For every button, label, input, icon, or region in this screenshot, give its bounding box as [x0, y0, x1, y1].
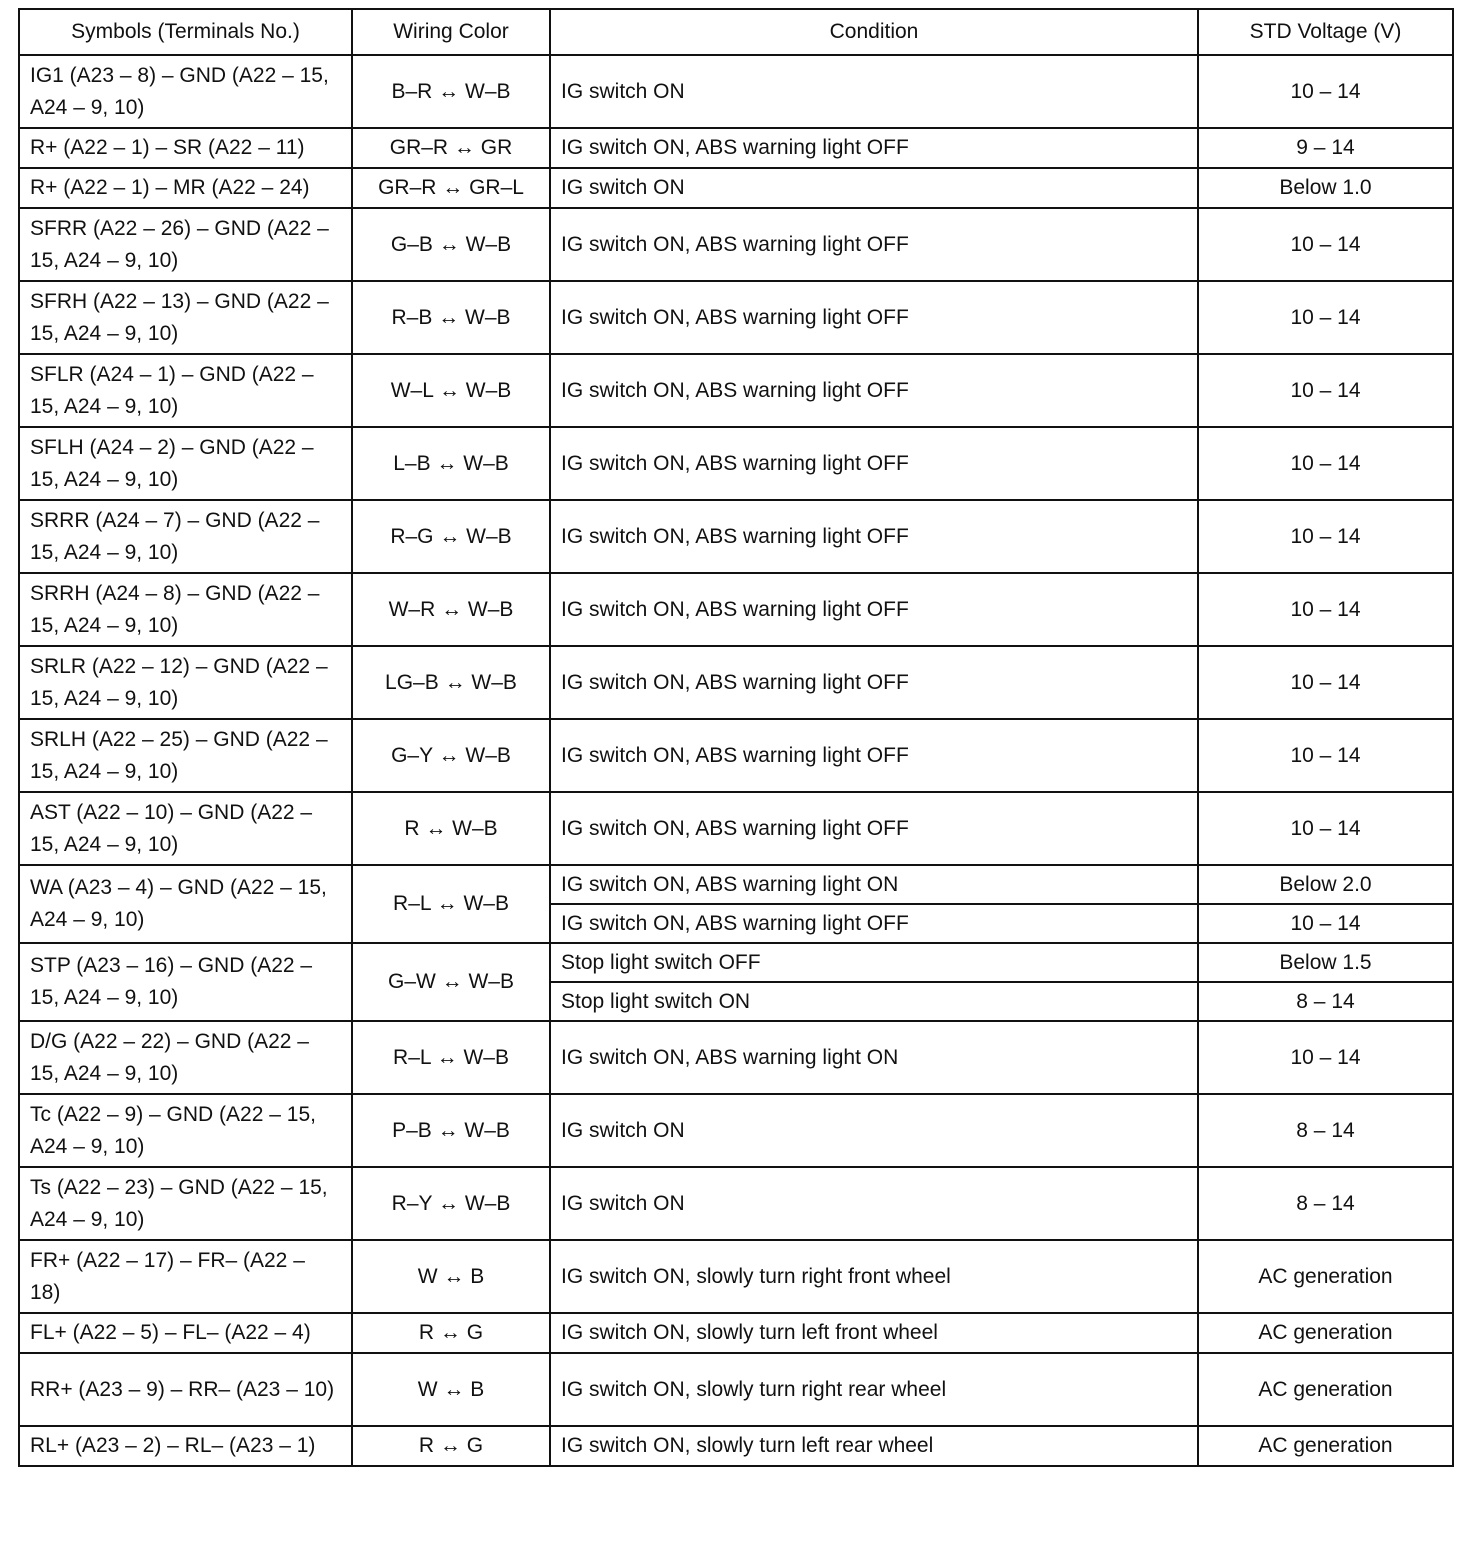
- condition-cell: IG switch ON, ABS warning light OFF: [550, 128, 1198, 168]
- condition-cell: IG switch ON, ABS warning light OFF: [550, 792, 1198, 865]
- condition-cell: IG switch ON, ABS warning light ON: [550, 865, 1198, 904]
- table-row: [19, 719, 1453, 792]
- voltage-cell: AC generation: [1198, 1240, 1453, 1313]
- wiring-color-cell: R–G ↔ W–B: [352, 500, 550, 573]
- symbol-cell: SFRH (A22 – 13) – GND (A22 – 15, A24 – 9, 10): [19, 281, 352, 354]
- table-row: [19, 168, 1453, 208]
- table-row: [19, 1167, 1453, 1240]
- wiring-color-cell: W ↔ B: [352, 1353, 550, 1426]
- wiring-color-cell: W ↔ B: [352, 1240, 550, 1313]
- condition-cell: IG switch ON, ABS warning light OFF: [550, 354, 1198, 427]
- symbol-cell: SRRH (A24 – 8) – GND (A22 – 15, A24 – 9, 10): [19, 573, 352, 646]
- wiring-color-cell: R ↔ G: [352, 1313, 550, 1353]
- table-row: [19, 1240, 1453, 1313]
- table-body: [19, 55, 1453, 1466]
- table-row: [19, 281, 1453, 354]
- symbol-cell: IG1 (A23 – 8) – GND (A22 – 15, A24 – 9, 10): [19, 55, 352, 128]
- table-row: [19, 646, 1453, 719]
- voltage-cell: AC generation: [1198, 1353, 1453, 1426]
- wiring-color-cell: R–Y ↔ W–B: [352, 1167, 550, 1240]
- condition-cell: IG switch ON, ABS warning light OFF: [550, 427, 1198, 500]
- symbol-cell: SFRR (A22 – 26) – GND (A22 – 15, A24 – 9, 10): [19, 208, 352, 281]
- table-row: [19, 865, 1453, 904]
- table-row: [19, 1021, 1453, 1094]
- wiring-color-cell: G–B ↔ W–B: [352, 208, 550, 281]
- voltage-cell: Below 1.5: [1198, 943, 1453, 982]
- voltage-cell: 10 – 14: [1198, 904, 1453, 943]
- table-row: [19, 1426, 1453, 1466]
- header-std-voltage: STD Voltage (V): [1198, 9, 1453, 55]
- wiring-color-cell: G–Y ↔ W–B: [352, 719, 550, 792]
- condition-cell: IG switch ON: [550, 168, 1198, 208]
- condition-cell: Stop light switch OFF: [550, 943, 1198, 982]
- table-row: [19, 1313, 1453, 1353]
- condition-cell: IG switch ON: [550, 1094, 1198, 1167]
- symbol-cell: FR+ (A22 – 17) – FR– (A22 – 18): [19, 1240, 352, 1313]
- symbol-cell: Tc (A22 – 9) – GND (A22 – 15, A24 – 9, 10): [19, 1094, 352, 1167]
- symbol-cell: WA (A23 – 4) – GND (A22 – 15, A24 – 9, 10): [19, 865, 352, 943]
- wiring-color-cell: R–L ↔ W–B: [352, 865, 550, 943]
- condition-cell: IG switch ON, ABS warning light OFF: [550, 208, 1198, 281]
- condition-cell: IG switch ON, slowly turn right rear wheel: [550, 1353, 1198, 1426]
- table-row: [19, 500, 1453, 573]
- condition-cell: IG switch ON: [550, 1167, 1198, 1240]
- symbol-cell: SRRR (A24 – 7) – GND (A22 – 15, A24 – 9, 10): [19, 500, 352, 573]
- symbol-cell: STP (A23 – 16) – GND (A22 – 15, A24 – 9, 10): [19, 943, 352, 1021]
- condition-cell: IG switch ON, ABS warning light OFF: [550, 646, 1198, 719]
- table-row: [19, 1353, 1453, 1426]
- condition-cell: IG switch ON, ABS warning light OFF: [550, 500, 1198, 573]
- table-row: [19, 943, 1453, 982]
- header-condition: Condition: [550, 9, 1198, 55]
- wiring-color-cell: P–B ↔ W–B: [352, 1094, 550, 1167]
- wiring-color-cell: R–B ↔ W–B: [352, 281, 550, 354]
- condition-cell: IG switch ON, slowly turn right front wheel: [550, 1240, 1198, 1313]
- condition-cell: Stop light switch ON: [550, 982, 1198, 1021]
- symbol-cell: FL+ (A22 – 5) – FL– (A22 – 4): [19, 1313, 352, 1353]
- table-row: [19, 427, 1453, 500]
- voltage-cell: 10 – 14: [1198, 55, 1453, 128]
- condition-cell: IG switch ON, ABS warning light OFF: [550, 573, 1198, 646]
- condition-cell: IG switch ON, ABS warning light OFF: [550, 281, 1198, 354]
- symbol-cell: R+ (A22 – 1) – SR (A22 – 11): [19, 128, 352, 168]
- table-row: [19, 354, 1453, 427]
- symbol-cell: RR+ (A23 – 9) – RR– (A23 – 10): [19, 1353, 352, 1426]
- voltage-cell: Below 1.0: [1198, 168, 1453, 208]
- voltage-cell: 10 – 14: [1198, 208, 1453, 281]
- voltage-cell: 8 – 14: [1198, 982, 1453, 1021]
- voltage-cell: 10 – 14: [1198, 646, 1453, 719]
- wiring-color-cell: R–L ↔ W–B: [352, 1021, 550, 1094]
- wiring-color-cell: R ↔ G: [352, 1426, 550, 1466]
- table-row: [19, 1094, 1453, 1167]
- condition-cell: IG switch ON, slowly turn left rear wheel: [550, 1426, 1198, 1466]
- wiring-color-cell: GR–R ↔ GR–L: [352, 168, 550, 208]
- wiring-color-cell: GR–R ↔ GR: [352, 128, 550, 168]
- table-row: [19, 573, 1453, 646]
- condition-cell: IG switch ON: [550, 55, 1198, 128]
- symbol-cell: SFLR (A24 – 1) – GND (A22 – 15, A24 – 9, 10): [19, 354, 352, 427]
- symbol-cell: R+ (A22 – 1) – MR (A22 – 24): [19, 168, 352, 208]
- wiring-color-cell: B–R ↔ W–B: [352, 55, 550, 128]
- condition-cell: IG switch ON, slowly turn left front wheel: [550, 1313, 1198, 1353]
- header-row: [19, 9, 1453, 55]
- header-wiring-color: Wiring Color: [352, 9, 550, 55]
- wiring-color-cell: R ↔ W–B: [352, 792, 550, 865]
- voltage-cell: 10 – 14: [1198, 719, 1453, 792]
- terminal-voltage-sheet: [18, 8, 1452, 1467]
- symbol-cell: RL+ (A23 – 2) – RL– (A23 – 1): [19, 1426, 352, 1466]
- voltage-cell: 10 – 14: [1198, 573, 1453, 646]
- symbol-cell: SRLR (A22 – 12) – GND (A22 – 15, A24 – 9, 10): [19, 646, 352, 719]
- voltage-cell: 10 – 14: [1198, 354, 1453, 427]
- table-row: [19, 792, 1453, 865]
- voltage-cell: 10 – 14: [1198, 792, 1453, 865]
- voltage-cell: 8 – 14: [1198, 1167, 1453, 1240]
- voltage-cell: 9 – 14: [1198, 128, 1453, 168]
- table-row: [19, 208, 1453, 281]
- condition-cell: IG switch ON, ABS warning light OFF: [550, 904, 1198, 943]
- voltage-cell: 10 – 14: [1198, 427, 1453, 500]
- voltage-cell: 10 – 14: [1198, 1021, 1453, 1094]
- wiring-color-cell: G–W ↔ W–B: [352, 943, 550, 1021]
- table-row: [19, 128, 1453, 168]
- symbol-cell: SFLH (A24 – 2) – GND (A22 – 15, A24 – 9, 10): [19, 427, 352, 500]
- wiring-color-cell: W–L ↔ W–B: [352, 354, 550, 427]
- voltage-cell: AC generation: [1198, 1426, 1453, 1466]
- symbol-cell: Ts (A22 – 23) – GND (A22 – 15, A24 – 9, 10): [19, 1167, 352, 1240]
- voltage-cell: 8 – 14: [1198, 1094, 1453, 1167]
- condition-cell: IG switch ON, ABS warning light OFF: [550, 719, 1198, 792]
- wiring-color-cell: W–R ↔ W–B: [352, 573, 550, 646]
- condition-cell: IG switch ON, ABS warning light ON: [550, 1021, 1198, 1094]
- voltage-cell: 10 – 14: [1198, 500, 1453, 573]
- wiring-color-cell: LG–B ↔ W–B: [352, 646, 550, 719]
- voltage-cell: AC generation: [1198, 1313, 1453, 1353]
- symbol-cell: SRLH (A22 – 25) – GND (A22 – 15, A24 – 9, 10): [19, 719, 352, 792]
- voltage-cell: Below 2.0: [1198, 865, 1453, 904]
- table-row: [19, 55, 1453, 128]
- ecu-terminal-table: [18, 8, 1454, 1467]
- symbol-cell: AST (A22 – 10) – GND (A22 – 15, A24 – 9, 10): [19, 792, 352, 865]
- voltage-cell: 10 – 14: [1198, 281, 1453, 354]
- wiring-color-cell: L–B ↔ W–B: [352, 427, 550, 500]
- symbol-cell: D/G (A22 – 22) – GND (A22 – 15, A24 – 9, 10): [19, 1021, 352, 1094]
- header-symbols: Symbols (Terminals No.): [19, 9, 352, 55]
